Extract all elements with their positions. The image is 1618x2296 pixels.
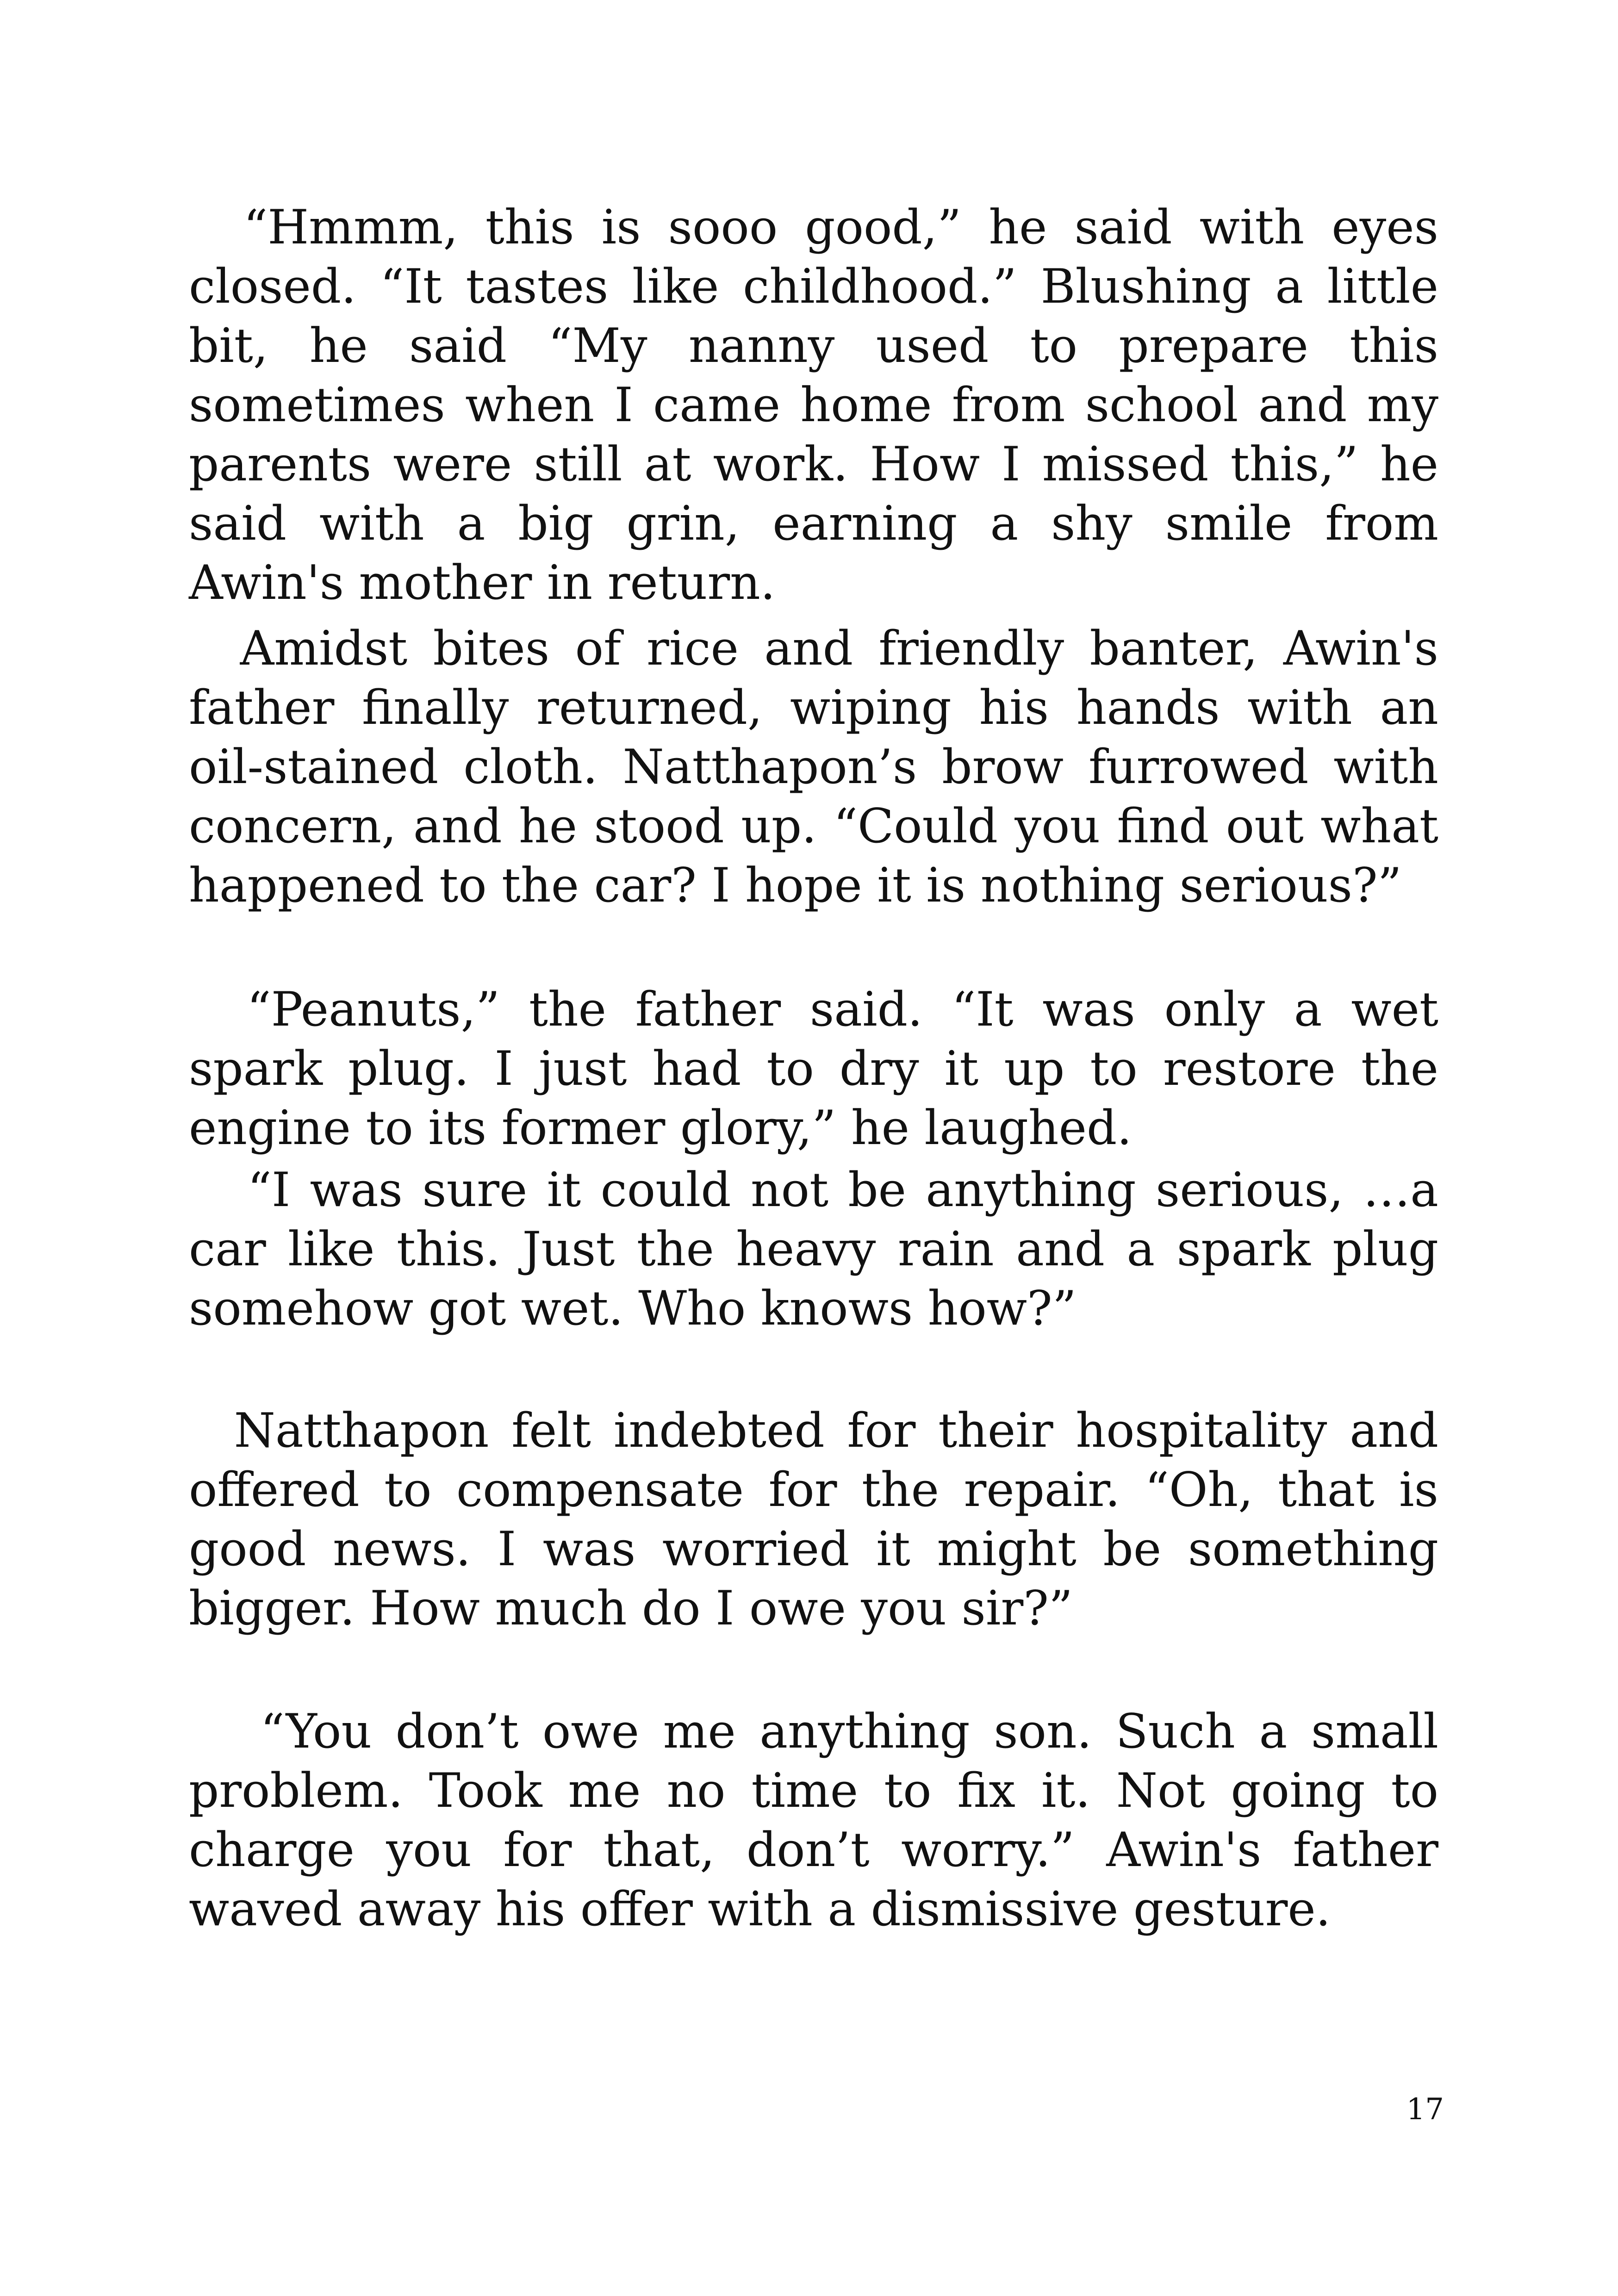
paragraph-owe-nothing: “You don’t owe me anything son. Such a small problem. Took me no time to fix it. Not going to charge you for that, don’t worry.” Awin's father waved away his offer with a dismissive gesture. (189, 1704, 1438, 1937)
paragraph-nothing-serious: “I was sure it could not be anything serious, …a car like this. Just the heavy rain and a spark plug somehow got wet. Who knows how?” (189, 1163, 1438, 1336)
paragraph-offer-compensate: Natthapon felt indebted for their hospitality and offered to compensate for the repair. “Oh, that is good news. I was worried it might be something bigger. How much do I owe you sir?” (189, 1403, 1438, 1636)
paragraph-childhood-dish: “Hmmm, this is sooo good,” he said with eyes closed. “It tastes like childhood.” Blushing a little bit, he said “My nanny used to prepare this sometimes when I came home from school and my parents were still at work. How I missed this,” he said with a big grin, earning a shy smile from Awin's mother in return. (189, 200, 1438, 610)
page-number: 17 (1406, 2092, 1444, 2127)
paragraph-father-returns: Amidst bites of rice and friendly banter, Awin's father finally returned, wiping his hands with an oil-stained cloth. Natthapon’s brow furrowed with concern, and he stood up. “Could you find out what happened to the car? I hope it is nothing serious?” (189, 621, 1438, 913)
paragraph-spark-plug: “Peanuts,” the father said. “It was only a wet spark plug. I just had to dry it up to restore the engine to its former glory,” he laughed. (189, 982, 1438, 1156)
